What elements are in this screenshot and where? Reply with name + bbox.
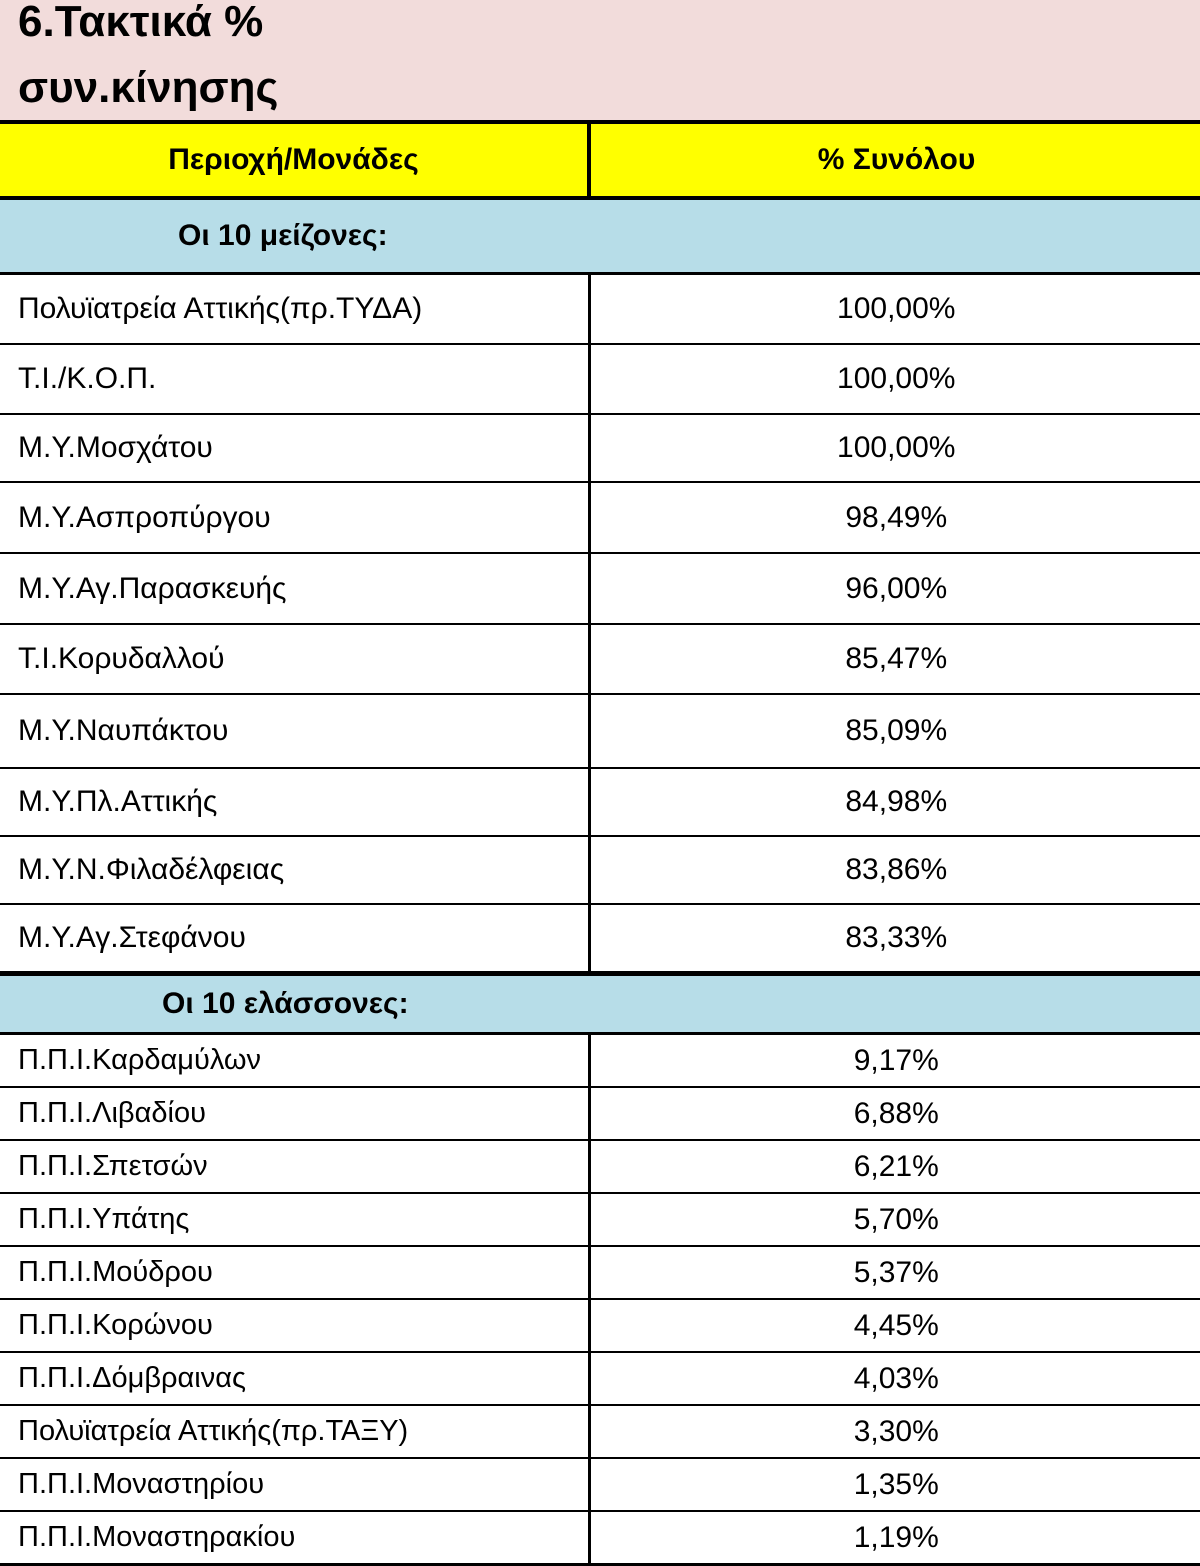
unit-percent: 6,21% bbox=[589, 1140, 1200, 1193]
title-line-1: 6.Τακτικά % bbox=[18, 0, 264, 46]
table-row bbox=[0, 1299, 1200, 1352]
unit-name: Πολυϊατρεία Αττικής(πρ.ΤΑΞΥ) bbox=[0, 1405, 589, 1458]
unit-percent: 100,00% bbox=[589, 414, 1200, 482]
table-row bbox=[0, 414, 1200, 482]
unit-name: Π.Π.Ι.Μοναστηρακίου bbox=[0, 1511, 589, 1565]
unit-name: Μ.Υ.Ναυπάκτου bbox=[0, 694, 589, 768]
table-row bbox=[0, 1140, 1200, 1193]
unit-name: Πολυϊατρεία Αττικής(πρ.ΤΥΔΑ) bbox=[0, 274, 589, 345]
unit-percent: 100,00% bbox=[589, 344, 1200, 414]
unit-name: Μ.Υ.Ασπροπύργου bbox=[0, 482, 589, 553]
unit-percent: 4,45% bbox=[589, 1299, 1200, 1352]
column-header-percent: % Συνόλου bbox=[589, 122, 1200, 198]
table-row bbox=[0, 836, 1200, 904]
table-row bbox=[0, 274, 1200, 345]
section-label-bottom bbox=[0, 974, 1200, 1034]
unit-name: Μ.Υ.Αγ.Στεφάνου bbox=[0, 904, 589, 974]
column-header-region: Περιοχή/Μονάδες bbox=[0, 122, 589, 198]
unit-name: Π.Π.Ι.Κορώνου bbox=[0, 1299, 589, 1352]
section-label-top bbox=[0, 198, 1200, 274]
unit-percent: 4,03% bbox=[589, 1352, 1200, 1405]
table-row bbox=[0, 344, 1200, 414]
table-row bbox=[0, 1034, 1200, 1088]
percentage-table bbox=[0, 120, 1200, 1566]
table-row bbox=[0, 768, 1200, 836]
table-row bbox=[0, 1246, 1200, 1299]
unit-percent: 84,98% bbox=[589, 768, 1200, 836]
header-row bbox=[0, 122, 1200, 198]
title-line-2: συν.κίνησης bbox=[18, 63, 279, 112]
unit-percent: 83,86% bbox=[589, 836, 1200, 904]
unit-name: Π.Π.Ι.Μοναστηρίου bbox=[0, 1458, 589, 1511]
unit-percent: 3,30% bbox=[589, 1405, 1200, 1458]
unit-percent: 6,88% bbox=[589, 1087, 1200, 1140]
table-row bbox=[0, 1511, 1200, 1565]
section-label-top-text: Οι 10 μείζονες: bbox=[178, 219, 388, 252]
unit-name: Π.Π.Ι.Μούδρου bbox=[0, 1246, 589, 1299]
table-row bbox=[0, 1193, 1200, 1246]
section-row-bottom bbox=[0, 974, 1200, 1034]
table-row bbox=[0, 1458, 1200, 1511]
unit-name: Π.Π.Ι.Σπετσών bbox=[0, 1140, 589, 1193]
unit-name: Μ.Υ.Πλ.Αττικής bbox=[0, 768, 589, 836]
unit-name: Π.Π.Ι.Καρδαμύλων bbox=[0, 1034, 589, 1088]
unit-name: Π.Π.Ι.Δόμβραινας bbox=[0, 1352, 589, 1405]
unit-name: Μ.Υ.Αγ.Παρασκευής bbox=[0, 553, 589, 624]
unit-name: Π.Π.Ι.Υπάτης bbox=[0, 1193, 589, 1246]
table-row bbox=[0, 553, 1200, 624]
unit-percent: 96,00% bbox=[589, 553, 1200, 624]
table-row bbox=[0, 1352, 1200, 1405]
unit-name: Μ.Υ.Ν.Φιλαδέλφειας bbox=[0, 836, 589, 904]
title-band bbox=[0, 0, 1200, 120]
unit-percent: 1,35% bbox=[589, 1458, 1200, 1511]
unit-percent: 5,37% bbox=[589, 1246, 1200, 1299]
unit-name: Π.Π.Ι.Λιβαδίου bbox=[0, 1087, 589, 1140]
unit-percent: 98,49% bbox=[589, 482, 1200, 553]
table-row bbox=[0, 482, 1200, 553]
unit-percent: 5,70% bbox=[589, 1193, 1200, 1246]
unit-percent: 85,47% bbox=[589, 624, 1200, 694]
unit-percent: 1,19% bbox=[589, 1511, 1200, 1565]
unit-percent: 9,17% bbox=[589, 1034, 1200, 1088]
section-label-bottom-text: Οι 10 ελάσσονες: bbox=[162, 987, 409, 1020]
unit-name: Τ.Ι./Κ.Ο.Π. bbox=[0, 344, 589, 414]
table-row bbox=[0, 694, 1200, 768]
table-row bbox=[0, 624, 1200, 694]
unit-name: Τ.Ι.Κορυδαλλού bbox=[0, 624, 589, 694]
unit-percent: 85,09% bbox=[589, 694, 1200, 768]
unit-percent: 83,33% bbox=[845, 921, 948, 954]
unit-name: Μ.Υ.Μοσχάτου bbox=[0, 414, 589, 482]
table-row bbox=[0, 1087, 1200, 1140]
unit-percent: 100,00% bbox=[589, 274, 1200, 345]
table-row bbox=[0, 904, 1200, 974]
section-row-top bbox=[0, 198, 1200, 274]
table-row bbox=[0, 1405, 1200, 1458]
